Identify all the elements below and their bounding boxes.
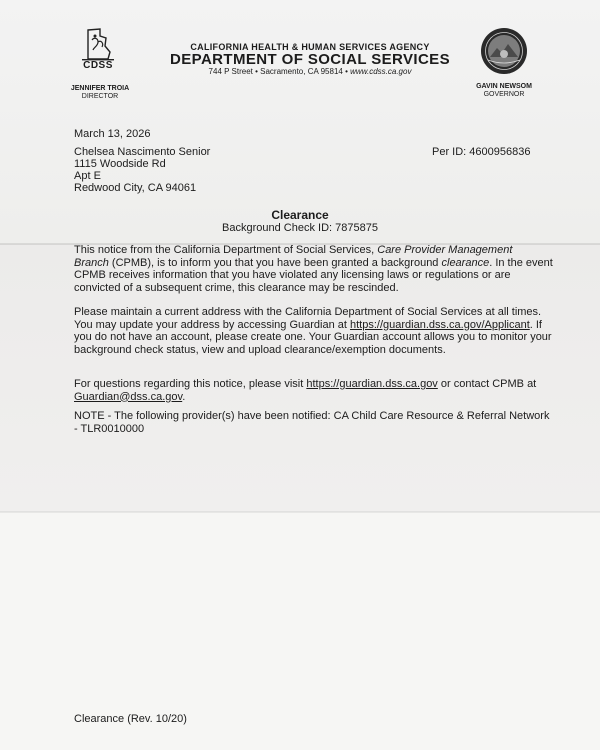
address-paragraph [74,306,554,356]
cpmb-name: Care Provider Management [377,244,513,256]
letter-title: Clearance [271,208,329,222]
cpmb-branch: Branch [74,256,109,269]
para3-text: For questions regarding this notice, please visit [74,378,307,390]
para3-text: . [182,390,186,403]
director-name: JENNIFER TROIA [70,85,130,92]
per-id: Per ID: 4600956836 [432,146,531,158]
para2-text: . If you do not have an account, please create one. Your Guardian account allows you to monitor your background check status, view and upload clearance/exemption documents. [74,318,552,356]
recipient-unit: Apt E [74,170,101,182]
para1-text: This notice from the California Department of Social Services, [74,244,378,256]
recipient-street: 1115 Woodside Rd [74,158,166,170]
note-paragraph: NOTE - The following provider(s) have been notified: CA Child Care Resource & Referral Network - TLR0010000 [74,410,550,435]
director-title: DIRECTOR [81,93,119,100]
questions-paragraph [74,378,554,403]
guardian-link[interactable]: https://guardian.dss.ca.gov [306,378,438,390]
letter-date: March 13, 2026 [74,128,151,140]
para1-text: (CPMB), is to inform you that you have been granted a background [108,256,442,269]
website-text: www.cdss.ca.gov [350,67,412,76]
clearance-paragraph [74,244,554,294]
governor-name: GAVIN NEWSOM [476,83,532,90]
background-check-id: Background Check ID: 7875875 [222,222,378,234]
para2-text: Please maintain a current address with the California Department of Social Services at all times. You may update your address by accessing Guardian at [74,306,542,331]
department-name: DEPARTMENT OF SOCIAL SERVICES [170,51,450,68]
para3-text: or contact CPMB at [437,378,537,390]
department-address [150,67,470,76]
street-address: 744 P Street • Sacramento, CA 95814 • [208,67,351,76]
cdss-logo-text: CDSS [83,60,113,71]
guardian-email-link[interactable]: Guardian@dss.ca.gov [74,390,183,403]
guardian-applicant-link[interactable]: https://guardian.dss.ca.gov/Applicant [349,318,530,331]
recipient-city: Redwood City, CA 94061 [74,182,197,194]
state-seal-icon [479,26,529,76]
form-revision: Clearance (Rev. 10/20) [74,713,187,725]
agency-name: CALIFORNIA HEALTH & HUMAN SERVICES AGENCY [190,42,430,52]
recipient-name: Chelsea Nascimento Senior [74,146,211,158]
governor-title: GOVERNOR [483,91,525,98]
clearance-word: clearance [441,256,490,269]
fold-line [0,511,600,513]
para1-text: . In the event CPMB receives information that you have violated any licensing laws or regulations or are convicted of a subsequent crime, this clearance may be rescinded. [74,256,553,294]
